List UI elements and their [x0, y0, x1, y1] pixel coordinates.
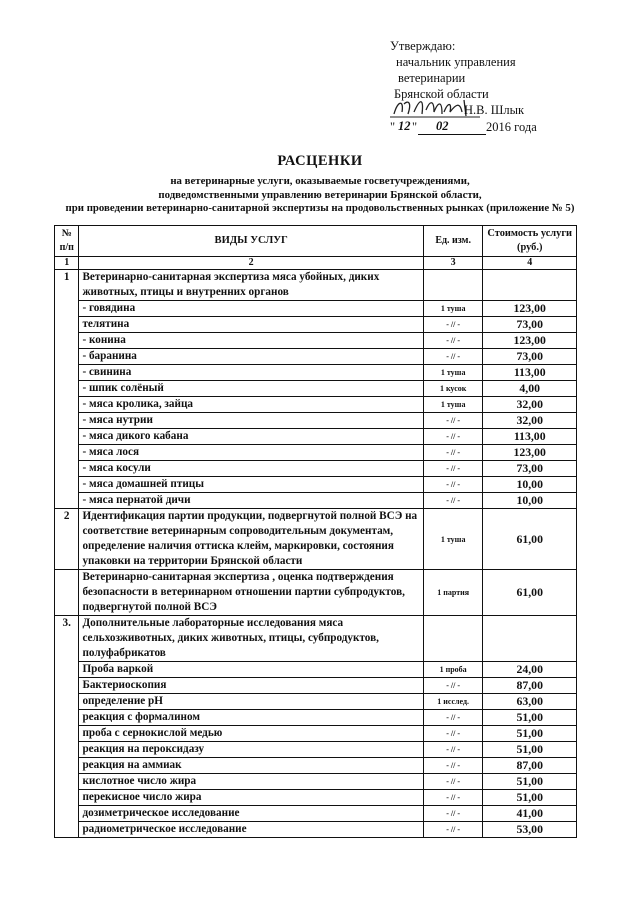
service-price: 41,00 [483, 806, 577, 822]
table-row [55, 822, 577, 838]
signature-line [390, 102, 630, 119]
table-row [55, 461, 577, 477]
service-name: Проба варкой [79, 662, 423, 678]
service-price: 32,00 [483, 413, 577, 429]
service-name: - мяса пернатой дичи [79, 493, 423, 509]
table-row [55, 694, 577, 710]
service-name: - мяса нутрии [79, 413, 423, 429]
service-name: - мяса домашней птицы [79, 477, 423, 493]
service-price: 113,00 [483, 429, 577, 445]
section-number: 3. [55, 616, 79, 838]
service-name: телятина [79, 317, 423, 333]
date-day: 12 [398, 119, 411, 133]
table-row [55, 806, 577, 822]
service-price: 51,00 [483, 774, 577, 790]
table-row [55, 493, 577, 509]
service-price: 123,00 [483, 445, 577, 461]
service-name: Ветеринарно-санитарная экспертиза , оценка подтверждения безопасности в ветеринарном отношении партии субпродуктов, подвергнутой полной ВСЭ [79, 570, 423, 616]
service-unit: - // - [423, 317, 483, 333]
subtitle-line: на ветеринарные услуги, оказываемые госветучреждениями, [170, 175, 470, 187]
empty-cell [423, 270, 483, 301]
service-unit: 1 туша [423, 365, 483, 381]
service-name: - шпик солёный [79, 381, 423, 397]
service-unit: - // - [423, 742, 483, 758]
empty-cell [483, 270, 577, 301]
signer-name: Н.В. Шлык [464, 103, 525, 117]
table-row [55, 710, 577, 726]
service-name: - баранина [79, 349, 423, 365]
service-name: радиометрическое исследование [79, 822, 423, 838]
index-cell: 1 [55, 257, 79, 270]
service-unit: - // - [423, 429, 483, 445]
section-number: 2 [55, 509, 79, 570]
service-price: 123,00 [483, 301, 577, 317]
approval-position-line3: Брянской области [394, 87, 489, 101]
service-name: перекисное число жира [79, 790, 423, 806]
header-no: № п/п [55, 226, 79, 257]
service-price: 10,00 [483, 493, 577, 509]
service-price: 51,00 [483, 710, 577, 726]
section-number [55, 570, 79, 616]
section-title-row [55, 270, 577, 301]
approval-date [390, 119, 630, 135]
service-unit: - // - [423, 349, 483, 365]
service-unit: - // - [423, 445, 483, 461]
service-unit: 1 туша [423, 397, 483, 413]
table-row [55, 413, 577, 429]
table-row [55, 477, 577, 493]
service-unit: - // - [423, 413, 483, 429]
table-row [55, 758, 577, 774]
table-row [55, 397, 577, 413]
approval-position-line1: начальник управления [396, 55, 516, 69]
service-name: Бактериоскопия [79, 678, 423, 694]
service-price: 32,00 [483, 397, 577, 413]
service-price: 63,00 [483, 694, 577, 710]
service-unit: - // - [423, 774, 483, 790]
date-quote-close: " [412, 120, 418, 134]
subtitle-line: при проведении ветеринарно-санитарной экспертизы на продовольственных рынках (приложение № 5) [65, 202, 575, 214]
subtitle-line: подведомственными управлению ветеринарии Брянской области, [158, 188, 482, 201]
service-unit: 1 партия [423, 570, 483, 616]
service-price: 51,00 [483, 726, 577, 742]
service-unit: - // - [423, 726, 483, 742]
service-price: 51,00 [483, 790, 577, 806]
service-price: 10,00 [483, 477, 577, 493]
table-row [55, 678, 577, 694]
table-row [55, 774, 577, 790]
table-row [55, 509, 577, 570]
approval-label: Утверждаю: [390, 39, 456, 53]
table-row [55, 381, 577, 397]
section-title: Дополнительные лабораторные исследования мяса сельхозживотных, диких животных, птицы, субпродуктов, полуфабрикатов [79, 616, 423, 662]
section-number: 1 [55, 270, 79, 509]
empty-cell [423, 616, 483, 662]
service-price: 113,00 [483, 365, 577, 381]
index-cell: 4 [483, 257, 577, 270]
service-unit: - // - [423, 806, 483, 822]
table-row [55, 365, 577, 381]
index-cell: 3 [423, 257, 483, 270]
service-name: - мяса дикого кабана [79, 429, 423, 445]
service-unit: - // - [423, 333, 483, 349]
date-quote-open: " [390, 120, 396, 134]
service-name: реакция на пероксидазу [79, 742, 423, 758]
service-price: 123,00 [483, 333, 577, 349]
service-name: определение рН [79, 694, 423, 710]
service-price: 51,00 [483, 742, 577, 758]
service-name: кислотное число жира [79, 774, 423, 790]
date-month-underline [434, 134, 486, 135]
service-unit: 1 исслед. [423, 694, 483, 710]
table-row [55, 349, 577, 365]
approval-block [390, 38, 630, 135]
header-name: ВИДЫ УСЛУГ [79, 226, 423, 257]
table-row [55, 445, 577, 461]
table-row [55, 790, 577, 806]
service-unit: 1 туша [423, 509, 483, 570]
table-row [55, 429, 577, 445]
service-name: реакция на аммиак [79, 758, 423, 774]
service-unit: - // - [423, 477, 483, 493]
table-row [55, 742, 577, 758]
empty-cell [483, 616, 577, 662]
section-title: Ветеринарно-санитарная экспертиза мяса убойных, диких животных, птицы и внутренних органов [79, 270, 423, 301]
table-index-row [55, 257, 577, 270]
table-row [55, 662, 577, 678]
service-unit: - // - [423, 758, 483, 774]
service-name: проба с сернокислой медью [79, 726, 423, 742]
service-unit: - // - [423, 822, 483, 838]
service-unit: - // - [423, 461, 483, 477]
service-name: - мяса кролика, зайца [79, 397, 423, 413]
service-name: дозиметрическое исследование [79, 806, 423, 822]
table-row [55, 726, 577, 742]
service-price: 73,00 [483, 461, 577, 477]
service-unit: 1 проба [423, 662, 483, 678]
service-unit: - // - [423, 678, 483, 694]
service-price: 53,00 [483, 822, 577, 838]
approval-position-line2: ветеринарии [398, 71, 466, 85]
header-unit: Ед. изм. [423, 226, 483, 257]
service-price: 24,00 [483, 662, 577, 678]
table-body [55, 270, 577, 838]
table-row [55, 570, 577, 616]
service-price: 4,00 [483, 381, 577, 397]
date-year: 2016 года [486, 120, 537, 134]
service-name: - конина [79, 333, 423, 349]
service-unit: 1 кусок [423, 381, 483, 397]
service-name: - говядина [79, 301, 423, 317]
date-month: 02 [436, 119, 449, 133]
service-name: - мяса лося [79, 445, 423, 461]
service-price: 61,00 [483, 570, 577, 616]
table-row [55, 301, 577, 317]
service-price: 87,00 [483, 758, 577, 774]
table-header-row [55, 226, 577, 257]
section-title-row [55, 616, 577, 662]
service-name: реакция с формалином [79, 710, 423, 726]
service-unit: - // - [423, 493, 483, 509]
table-row [55, 333, 577, 349]
service-price: 73,00 [483, 349, 577, 365]
document-heading [0, 153, 640, 216]
service-name: - мяса косули [79, 461, 423, 477]
service-price: 87,00 [483, 678, 577, 694]
service-name: - свинина [79, 365, 423, 381]
service-unit: - // - [423, 710, 483, 726]
service-price: 61,00 [483, 509, 577, 570]
table-row [55, 317, 577, 333]
document-title: РАСЦЕНКИ [277, 153, 363, 169]
service-name: Идентификация партии продукции, подвергнутой полной ВСЭ на соответствие ветеринарным сопроводительным документам, определение наличия оттиска клейм, маркировки, состояния упаковки на территории Брянской области [79, 509, 423, 570]
service-unit: 1 туша [423, 301, 483, 317]
service-unit: - // - [423, 790, 483, 806]
price-table [54, 225, 577, 838]
index-cell: 2 [79, 257, 423, 270]
service-price: 73,00 [483, 317, 577, 333]
header-price: Стоимость услуги (руб.) [483, 226, 577, 257]
